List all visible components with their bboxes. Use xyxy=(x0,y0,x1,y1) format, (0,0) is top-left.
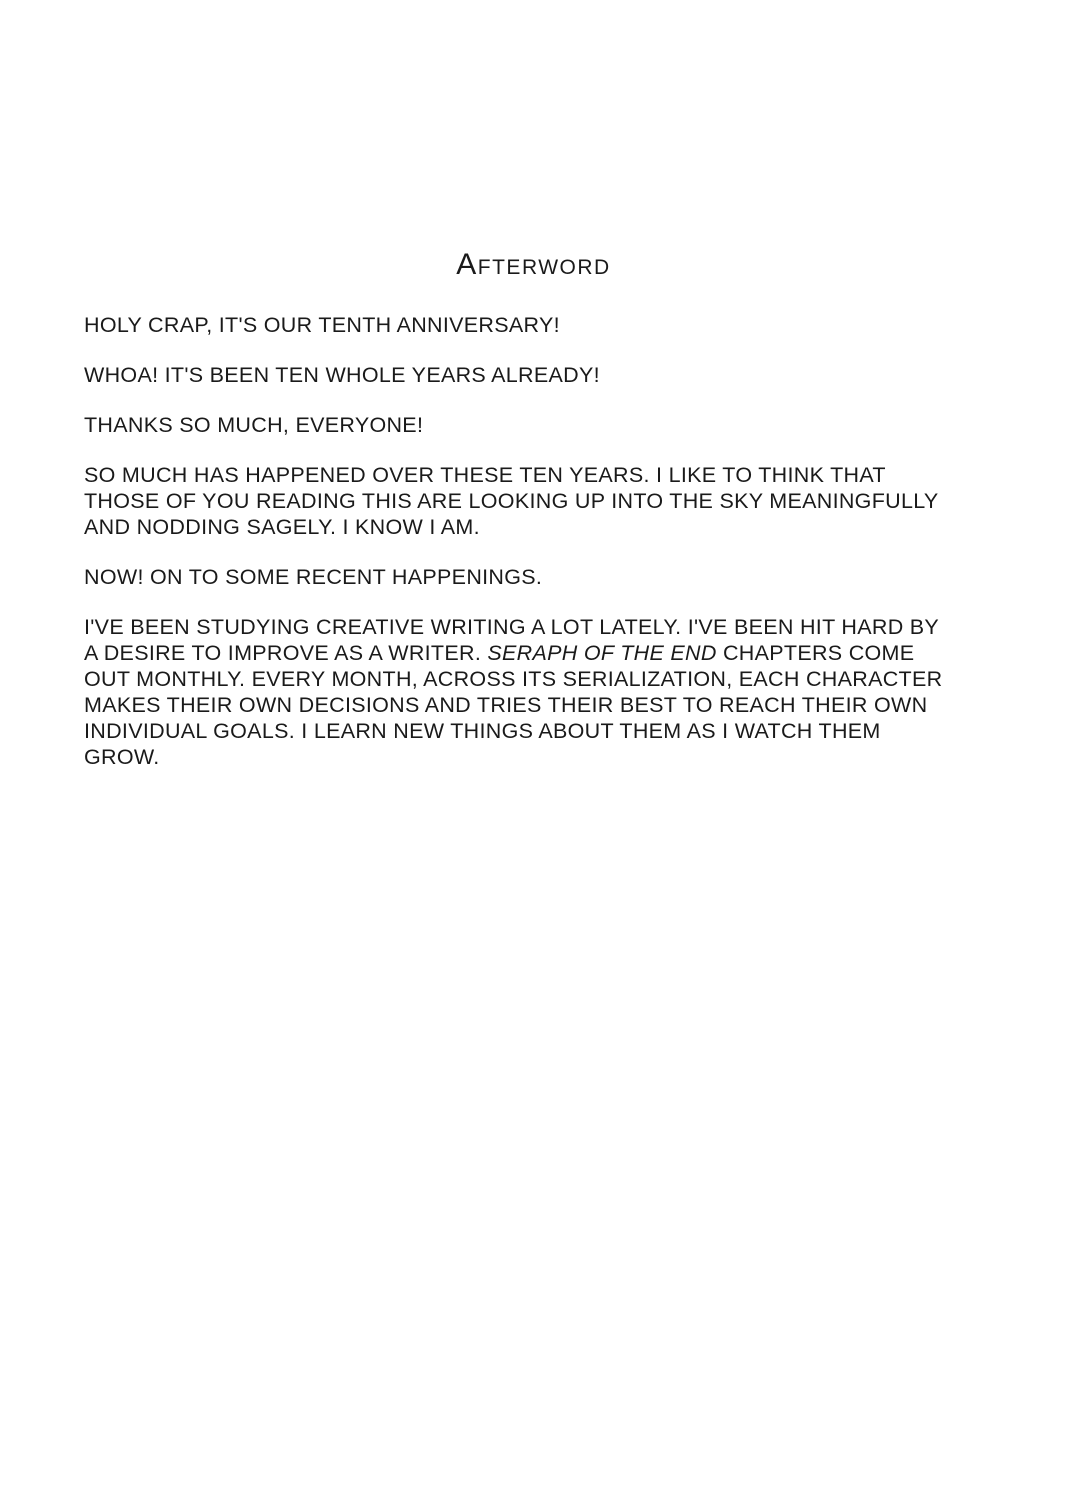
paragraph-anniversary: HOLY CRAP, IT'S OUR TENTH ANNIVERSARY! xyxy=(84,313,560,337)
paragraph-reflection: SO MUCH HAS HAPPENED OVER THESE TEN YEARS. I LIKE TO THINK THAT THOSE OF YOU READING THIS ARE LOOKING UP INTO THE SKY MEANINGFULLY AND NODDING SAGELY. I KNOW I AM. xyxy=(84,463,939,539)
paragraph-recent-happenings: NOW! ON TO SOME RECENT HAPPENINGS. xyxy=(84,565,543,589)
paragraph-ten-years: WHOA! IT'S BEEN TEN WHOLE YEARS ALREADY! xyxy=(84,363,600,387)
paragraph-thanks: THANKS SO MUCH, EVERYONE! xyxy=(84,413,424,437)
afterword-body xyxy=(84,312,944,794)
paragraph-creative-writing-end: CHAPTERS COME OUT MONTHLY. EVERY MONTH, ACROSS ITS SERIALIZATION, EACH CHARACTER MAKES THEIR OWN DECISIONS AND TRIES THEIR BEST TO REACH THEIR OWN INDIVIDUAL GOALS. I LEARN NEW THINGS ABOUT THEM AS I WATCH THEM GROW. xyxy=(84,641,943,769)
paragraph-creative-writing-start: I'VE BEEN STUDYING CREATIVE WRITING A LOT LATELY. I'VE BEEN HIT HARD BY A DESIRE TO IMPROVE AS A WRITER. xyxy=(84,615,939,665)
series-title: SERAPH OF THE END xyxy=(487,641,717,665)
page-title: Afterword xyxy=(456,248,611,281)
paragraph-creative-writing xyxy=(84,614,944,770)
